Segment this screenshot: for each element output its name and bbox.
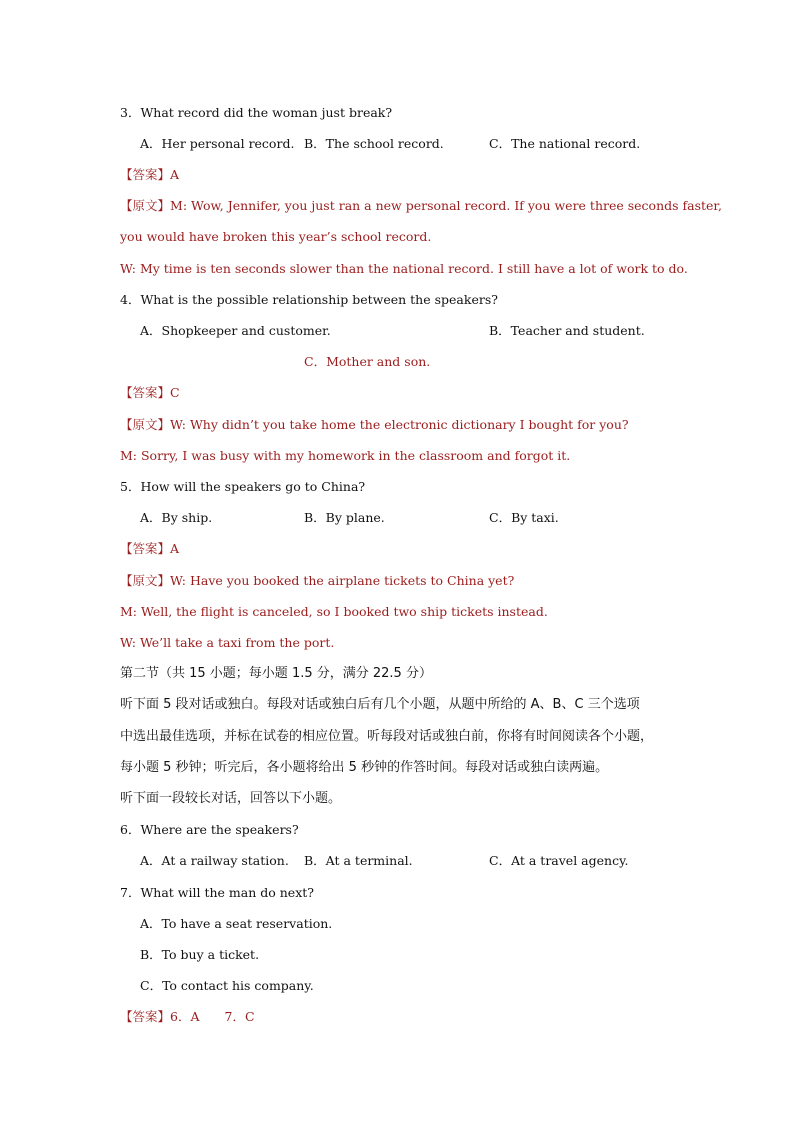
script-text: W: Why didn’t you take home the electronic dictionary I bought for you? xyxy=(170,417,629,432)
q4-option-a: A．Shopkeeper and customer. xyxy=(140,323,331,338)
answer-value: A xyxy=(170,541,180,556)
answer-value: C xyxy=(170,385,180,400)
section-2-heading: 第二节（共 15 小题；每小题 1.5 分，满分 22.5 分） xyxy=(120,666,432,681)
q5-option-a: A．By ship. xyxy=(140,510,213,525)
answer-value: A xyxy=(170,167,180,182)
section-2-prompt: 听下面一段较长对话，回答以下小题。 xyxy=(120,791,342,806)
section-2-instructions-2: 中选出最佳选项，并标在试卷的相应位置。听每段对话或独白前，你将有时间阅读各个小题， xyxy=(120,729,654,744)
q3-script-line-2: you would have broken this year’s school record. xyxy=(120,229,432,244)
script-tag: 【原文】 xyxy=(120,573,171,588)
q4-option-b: B．Teacher and student. xyxy=(489,323,645,338)
q6-q7-answer xyxy=(120,1009,255,1025)
q3-answer xyxy=(120,167,179,183)
q4-script-line-1 xyxy=(120,417,629,433)
answer-tag: 【答案】 xyxy=(120,385,171,400)
script-text: W: Have you booked the airplane tickets to China yet? xyxy=(170,573,515,588)
q4-script-line-2: M: Sorry, I was busy with my homework in the classroom and forgot it. xyxy=(120,448,571,463)
q5-answer xyxy=(120,541,179,557)
q5-option-b: B．By plane. xyxy=(304,510,385,525)
q4-option-c: C．Mother and son. xyxy=(304,354,431,369)
question-7: 7．What will the man do next? xyxy=(120,885,314,900)
q7-option-a: A．To have a seat reservation. xyxy=(140,916,333,931)
q3-option-b: B．The school record. xyxy=(304,136,444,151)
q3-option-a: A．Her personal record. xyxy=(140,136,295,151)
q3-option-c: C．The national record. xyxy=(489,136,641,151)
question-3: 3．What record did the woman just break? xyxy=(120,105,393,120)
q6-option-b: B．At a terminal. xyxy=(304,853,413,868)
section-2-instructions-1: 听下面 5 段对话或独白。每段对话或独白后有几个小题，从题中所给的 A、B、C 三个选项 xyxy=(120,697,640,712)
q7-option-b: B．To buy a ticket. xyxy=(140,947,260,962)
answer-tag: 【答案】 xyxy=(120,167,171,182)
q5-script-line-2: M: Well, the flight is canceled, so I booked two ship tickets instead. xyxy=(120,604,548,619)
q5-script-line-3: W: We’ll take a taxi from the port. xyxy=(120,635,335,650)
script-tag: 【原文】 xyxy=(120,198,171,213)
q6-option-a: A．At a railway station. xyxy=(140,853,289,868)
question-4: 4．What is the possible relationship between the speakers? xyxy=(120,292,498,307)
question-6: 6．Where are the speakers? xyxy=(120,822,299,837)
question-5: 5．How will the speakers go to China? xyxy=(120,479,366,494)
q6-option-c: C．At a travel agency. xyxy=(489,853,629,868)
q5-script-line-1 xyxy=(120,573,514,589)
script-tag: 【原文】 xyxy=(120,417,171,432)
script-text: M: Wow, Jennifer, you just ran a new personal record. If you were three seconds faster, xyxy=(170,198,723,213)
q3-script-line-1 xyxy=(120,198,722,214)
section-2-instructions-3: 每小题 5 秒钟；听完后，各小题将给出 5 秒钟的作答时间。每段对话或独白读两遍。 xyxy=(120,760,609,775)
answer-value: 6．A 7．C xyxy=(170,1009,255,1024)
q5-option-c: C．By taxi. xyxy=(489,510,559,525)
answer-tag: 【答案】 xyxy=(120,541,171,556)
q4-answer xyxy=(120,385,180,401)
q7-option-c: C．To contact his company. xyxy=(140,978,314,993)
answer-tag: 【答案】 xyxy=(120,1009,171,1024)
q3-script-line-3: W: My time is ten seconds slower than the national record. I still have a lot of work to do. xyxy=(120,261,688,276)
